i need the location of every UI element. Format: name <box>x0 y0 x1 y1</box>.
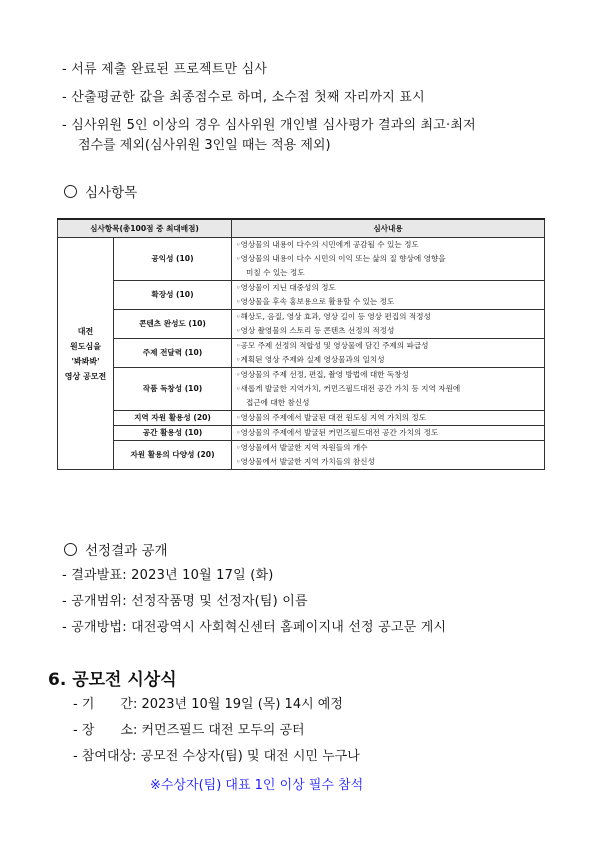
table-row <box>58 441 545 470</box>
bullet-average-score: - 산출평균한 값을 최종점수로 하며, 소수점 첫째 자리까지 표시 <box>62 90 425 105</box>
category-line: 원도심을 <box>70 341 101 351</box>
criterion-name: 자원 활용의 다양성 (20) <box>114 441 232 470</box>
table-header-row <box>58 219 545 238</box>
desc-line: ◦영상물의 내용이 다수의 시민에게 공감될 수 있는 정도 <box>236 240 419 249</box>
criterion-desc <box>232 281 545 310</box>
bullet-result-method: - 공개방법: 대전광역시 사회혁신센터 홈페이지내 선정 공고문 게시 <box>62 620 447 635</box>
bullet-exclude-extremes-cont: 점수를 제외(심사위원 3인일 때는 적용 제외) <box>78 138 331 153</box>
ceremony-participants <box>73 749 360 765</box>
eval-section-heading <box>64 185 137 202</box>
criterion-name: 공익성 (10) <box>114 238 232 281</box>
criterion-desc <box>232 238 545 281</box>
desc-line: ◦영상물의 주제 선정, 편집, 촬영 방법에 대한 독창성 <box>236 370 409 379</box>
bullet-exclude-extremes: - 심사위원 5인 이상의 경우 심사위원 개인별 심사평가 결과의 최고·최저 <box>62 118 476 133</box>
criterion-name: 주제 전달력 (10) <box>114 339 232 368</box>
criterion-desc <box>232 441 545 470</box>
criterion-name: 작품 독창성 (10) <box>114 368 232 411</box>
table-row <box>58 310 545 339</box>
eval-section-title: 심사항목 <box>85 185 138 201</box>
criterion-desc <box>232 411 545 426</box>
table-row <box>58 426 545 441</box>
desc-line: ◦영상물의 내용이 다수 시민의 이익 또는 삶의 질 향상에 영향을 <box>236 254 446 263</box>
table-row <box>58 339 545 368</box>
desc-line: ◦해상도, 음질, 영상 효과, 영상 길이 등 영상 편집의 적정성 <box>236 312 431 321</box>
criterion-desc <box>232 426 545 441</box>
desc-line: ◦영상 촬영물의 스토리 등 콘텐츠 선정의 적정성 <box>236 326 395 335</box>
attendance-note: ※수상자(팀) 대표 1인 이상 필수 참석 <box>150 778 364 793</box>
ceremony-value: 2023년 10월 19일 (목) 14시 예정 <box>141 697 343 712</box>
desc-line: ◦공모 주제 선정의 적합성 및 영상물에 담긴 주제의 파급성 <box>236 341 429 350</box>
criterion-desc <box>232 339 545 368</box>
ceremony-label: - 장 소: <box>73 723 138 738</box>
criterion-name: 지역 자원 활용성 (20) <box>114 411 232 426</box>
desc-line: 미칠 수 있는 정도 <box>246 268 305 277</box>
desc-line: ◦영상물을 후속 홍보용으로 활용할 수 있는 정도 <box>236 297 395 306</box>
circle-bullet-icon <box>64 185 77 198</box>
desc-line: 접근에 대한 참신성 <box>246 398 310 407</box>
result-section-heading <box>64 543 168 560</box>
ceremony-value: 공모전 수상자(팀) 및 대전 시민 누구나 <box>140 749 360 764</box>
desc-line: ◦계획된 영상 주제와 실제 영상물과의 일치성 <box>236 355 385 364</box>
criterion-desc <box>232 368 545 411</box>
result-section-title: 선정결과 공개 <box>85 543 168 559</box>
desc-line: ◦영상물의 주제에서 발굴된 커먼즈필드대전 공간 가치의 정도 <box>236 428 439 437</box>
ceremony-period <box>73 697 343 713</box>
criterion-name: 확장성 (10) <box>114 281 232 310</box>
section-6-title: 6. 공모전 시상식 <box>48 670 177 690</box>
criterion-name: 공간 활용성 (10) <box>114 426 232 441</box>
table-row <box>58 238 545 281</box>
table-row <box>58 368 545 411</box>
header-content: 심사내용 <box>232 219 545 238</box>
criterion-desc <box>232 310 545 339</box>
category-cell <box>58 238 114 470</box>
circle-bullet-icon <box>64 543 77 556</box>
ceremony-label: - 참여대상: <box>73 749 137 764</box>
desc-line: ◦영상물의 주제에서 발굴된 대전 원도심 지역 가치의 정도 <box>236 413 427 422</box>
desc-line: ◦영상물에서 발굴한 지역 가치들의 참신성 <box>236 457 375 466</box>
evaluation-table <box>57 218 545 470</box>
bullet-result-date: - 결과발표: 2023년 10월 17일 (화) <box>62 568 274 583</box>
header-criteria: 심사항목(총100점 중 최대배점) <box>58 219 232 238</box>
desc-line: ◦새롭게 발굴한 지역가치, 커먼즈필드대전 공간 가치 등 지역 자원에 <box>236 384 461 393</box>
desc-line: ◦영상물이 지닌 대중성의 정도 <box>236 283 336 292</box>
ceremony-value: 커먼즈필드 대전 모두의 공터 <box>141 723 305 738</box>
criterion-name: 콘텐츠 완성도 (10) <box>114 310 232 339</box>
category-line: 영상 공모전 <box>64 371 107 381</box>
ceremony-location <box>73 723 305 739</box>
bullet-document-submitted: - 서류 제출 완료된 프로젝트만 심사 <box>62 62 268 77</box>
ceremony-label: - 기 간: <box>73 697 138 712</box>
desc-line: ◦영상물에서 발굴한 지역 자원들의 개수 <box>236 443 368 452</box>
bullet-result-scope: - 공개범위: 선정작품명 및 선정자(팀) 이름 <box>62 594 308 609</box>
category-line: 대전 <box>77 326 94 336</box>
category-line: '봐봐봐' <box>71 356 100 366</box>
table-row <box>58 281 545 310</box>
table-row <box>58 411 545 426</box>
